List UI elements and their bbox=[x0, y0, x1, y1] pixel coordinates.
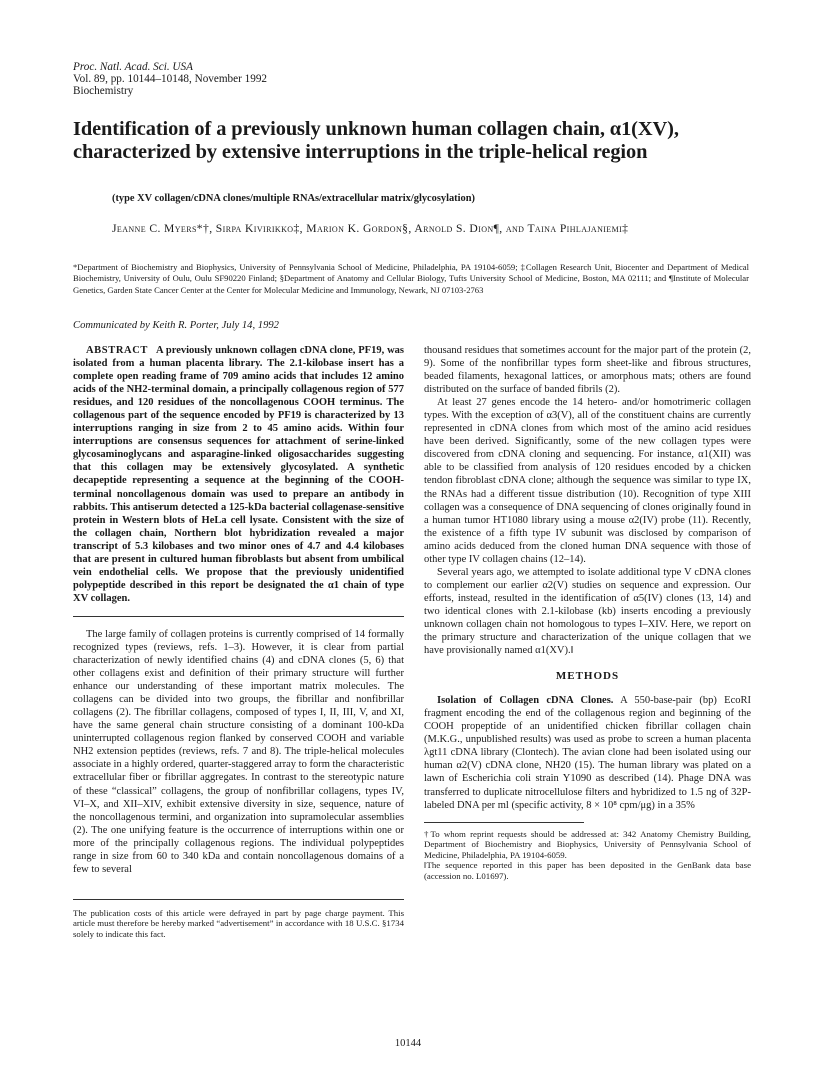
methods-paragraph bbox=[424, 694, 751, 811]
article-title: Identification of a previously unknown human collagen chain, α1(XV), characterized by extensive interruptions in the triple-helical region bbox=[73, 118, 679, 163]
abstract bbox=[73, 344, 404, 605]
footnote-genbank: ‖The sequence reported in this paper has been deposited in the GenBank data base (accession no. L01697). bbox=[424, 860, 751, 881]
right-paragraph-1: thousand residues that sometimes account for the major part of the protein (2, 9). Some of the nonfibrillar types form sheet-like and fibrous structures, beaded filaments, hexagonal lattices, or amorphous mats; others are found distributed on the surface of banded fibrils (2). bbox=[424, 345, 751, 396]
charge-note: The publication costs of this article were defrayed in part by page charge payment. This article must therefore be hereby marked “advertisement” in accordance with 18 U.S.C. §1734 solely to indicate this fact. bbox=[73, 907, 404, 940]
intro-paragraph: The large family of collagen proteins is currently comprised of 14 formally recognized types (reviews, refs. 1–3). However, it is clear from partial characterization of newly identified chains (4) and cDNA clones (5, 6) that other collagens exist and definition of their primary structure will further enhance our understanding of these important matrix molecules. The collagens can be divided into two groups, the fibrillar and nonfibrillar collagens (2). The fibrillar collagens, composed of types I, II, III, V, and XI, have the same general chain structure consisting of a dominant 100-kDa uninterrupted collagenous region flanked by conserved COOH and variable NH2 extension peptides (reviews, refs. 7 and 8). The triple-helical molecules associate in a highly ordered, quarter-staggered array to form the characteristic extracellular fiber or fibrillar aggregates. In contrast to the stereotypic nature of these “classical” collagens, the group of nonfibrillar collagens, types IV, VI–X, and XII–XIV, exhibit extensive diversity in size, sequence, nature of the noncollagenous termini, and organization into supramolecular assemblies (2). The one unifying feature is the occurrence of interruptions within one or more of the principally collagenous regions. The individual polypeptides range in size from 60 to 340 kDa and contain noncollagenous domains of a few to several bbox=[73, 628, 404, 875]
left-column bbox=[73, 344, 404, 940]
methods-text: A 550-base-pair (bp) EcoRI fragment encoding the end of the collagenous region and beginning of the COOH propeptide of an unidentified chicken fibrillar collagen chain (M.K.G., unpublished results) was used as probe to screen a human placenta λgt11 cDNA library (Clontech). The avian clone had been isolated using our human α2(V) cDNA clone, NH20 (15). The human library was plated on a lawn of Escherichia coli strain Y1090 as described (14). Phage DNA was transferred to duplicate nitrocellulose filters and hybridized to 1.5 ng of 32P-labeled DNA per ml (specific activity, 8 × 10⁸ cpm/μg) in a 35% bbox=[424, 695, 752, 811]
journal-header bbox=[73, 61, 267, 97]
abstract-label: ABSTRACT bbox=[86, 345, 148, 356]
methods-heading: METHODS bbox=[555, 670, 620, 683]
abstract-text: A previously unknown collagen cDNA clone, PF19, was isolated from a human placenta library. The 2.1-kilobase insert has a complete open reading frame of 709 amino acids that includes 12 amino acids of the NH2-terminal domain, a principally collagenous region of 577 residues, and 120 residues of the noncollagenous COOH terminus. The collagenous part of the sequence encoded by PF19 is characterized by 13 interruptions ranging in size from 2 to 45 amino acids. Within four interruptions are consensus sequences for attachment of serine-linked glycosaminoglycans and asparagine-linked oligosaccharides suggesting that this collagen may be extensively glycosylated. A synthetic decapeptide representing a sequence at the beginning of the COOH-terminal noncollagenous domain was used to prepare an antibody in rabbits. This antiserum detected a 125-kDa bacterial collagenase-sensitive protein in Western blots of HeLa cell lysate. Consistent with the size of the collagen chain, Northern blot hybridization revealed a major transcript of 5.3 kilobases and two minor ones of 4.7 and 4.4 kilobases that are present in cultured human fibroblasts but absent from umbilical vein endothelial cells. We propose that the previously unidentified polypeptide described in this report be designated the α1 chain of type XV collagen. bbox=[73, 345, 404, 604]
right-paragraph-3: Several years ago, we attempted to isolate additional type V cDNA clones to complement our earlier α2(V) studies on sequence and expression. Our efforts, instead, resulted in the identification of α5(IV) clones (13, 14) and two identical clones with 2.1-kilobase (kb) inserts encoding a previously unknown collagen chain not homologous to types I–XIV. Here, we report on the primary structure and characterization of the unique collagen that we have provisionally named α1(XV).‖ bbox=[424, 566, 751, 657]
journal-section: Biochemistry bbox=[73, 85, 134, 97]
footnote-reprint: †To whom reprint requests should be addressed at: 342 Anatomy Chemistry Building, Department of Biochemistry and Biophysics, University of Pennsylvania School of Medicine, Philadelphia, PA 19104-6059. bbox=[424, 828, 751, 860]
right-paragraph-2: At least 27 genes encode the 14 hetero- and/or homotrimeric collagen types. With the exception of α3(V), all of the constituent chains are currently represented in cDNA clones from which most of the amino acid residues have been derived. Significantly, some of the new collagen types were discovered from cDNA cloning and sequencing. For instance, α1(XII) was able to be classified from analysis of 120 residues encoded by a chicken tendon fibroblast cDNA clone; although the sequence was similar to type IX, the RNAs had a different tissue distribution (10). Recognition of type XIII collagen was a consequence of DNA sequencing of clones originally found in a human tumor HT1080 library using a mouse α2(IV) probe (11). Recently, the existence of a fifth type IV subunit was disclosed by comparison of amino acids deduced from the cloned human DNA sequence with those of other type IV collagen chains (12–14). bbox=[424, 397, 751, 565]
journal-volume: Vol. 89, pp. 10144–10148, November 1992 bbox=[73, 73, 268, 85]
keywords: (type XV collagen/cDNA clones/multiple RNAs/extracellular matrix/glycosylation) bbox=[112, 193, 475, 204]
journal-name: Proc. Natl. Acad. Sci. USA bbox=[73, 61, 193, 73]
page-number: 10144 bbox=[394, 1038, 422, 1049]
affiliations: *Department of Biochemistry and Biophysics, University of Pennsylvania School of Medicine, Philadelphia, PA 19104-6059; ‡Collagen Research Unit, Biocenter and Department of Medical Biochemistry, University of Oulu, Oulu SF90220 Finland; §Department of Anatomy and Cellular Biology, Tufts University School of Medicine, Boston, MA 02111; and ¶Institute of Molecular Genetics, Garden State Cancer Center at the Center for Molecular Medicine and Immunology, Newark, NJ 07103-2763 bbox=[73, 262, 749, 295]
methods-subheading: Isolation of Collagen cDNA Clones. bbox=[437, 695, 614, 707]
communicated-by: Communicated by Keith R. Porter, July 14, 1992 bbox=[73, 320, 279, 331]
right-column bbox=[424, 344, 751, 882]
author-list: Jeanne C. Myers*†, Sirpa Kivirikko‡, Marion K. Gordon§, Arnold S. Dion¶, and Taina Pihlajaniemi‡ bbox=[112, 222, 629, 235]
